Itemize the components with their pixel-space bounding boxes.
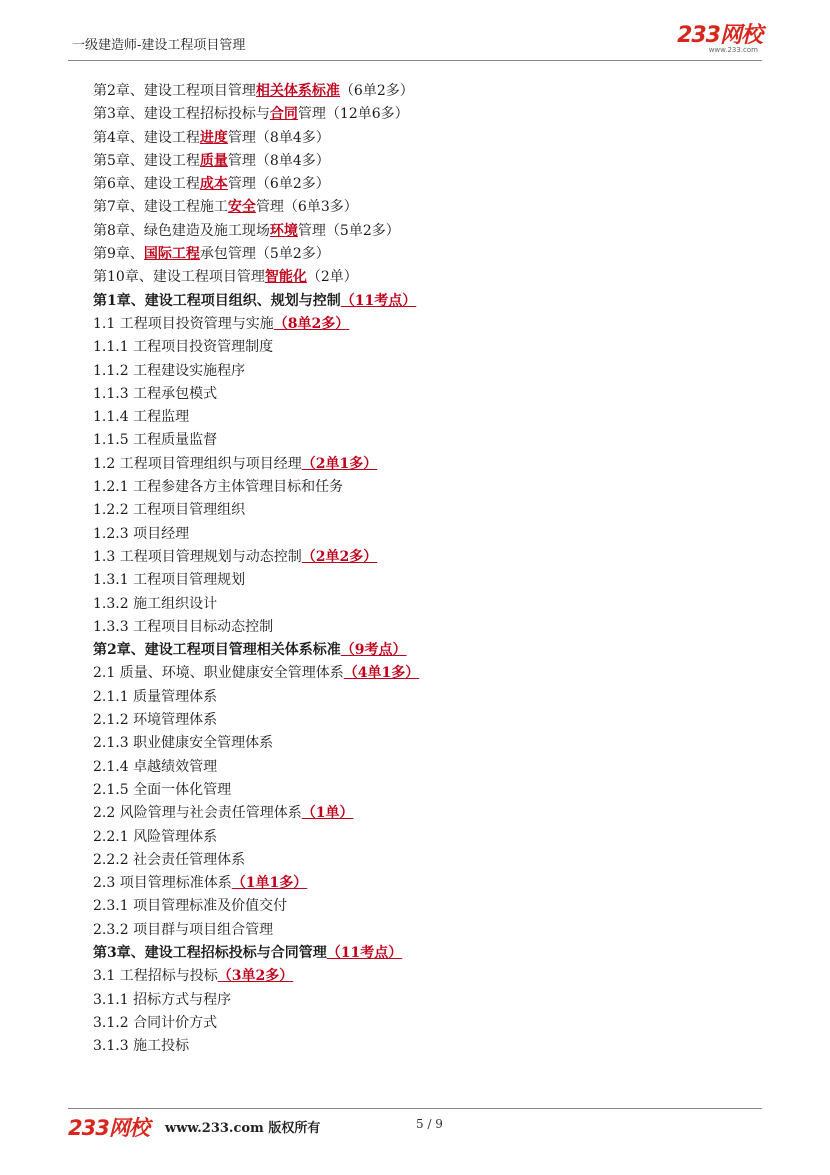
item-text: 1.1.5 工程质量监督 bbox=[93, 432, 218, 449]
chapter-heading bbox=[93, 639, 763, 662]
page-number: 5 / 9 bbox=[416, 1117, 443, 1131]
logo-url: www.233.com bbox=[708, 46, 758, 54]
item-text: 1.3.1 工程项目管理规划 bbox=[93, 572, 246, 589]
item-text: 1.1.1 工程项目投资管理制度 bbox=[93, 339, 274, 356]
item-text: 第7章、建设工程施工 bbox=[93, 199, 228, 216]
highlight-text: （9考点） bbox=[340, 642, 407, 659]
item-text: 2.2.2 社会责任管理体系 bbox=[93, 851, 246, 868]
highlight-text: 环境 bbox=[269, 222, 298, 239]
highlight-text: （2单2多） bbox=[301, 548, 378, 565]
outline-item bbox=[93, 686, 763, 709]
highlight-text: （8单2多） bbox=[273, 315, 350, 332]
item-text: 管理（8单4多） bbox=[227, 129, 330, 146]
outline-item bbox=[93, 453, 763, 476]
outline-item bbox=[93, 406, 763, 429]
item-text: 2.1.2 环境管理体系 bbox=[93, 712, 218, 729]
item-text: 2.2.1 风险管理体系 bbox=[93, 828, 218, 845]
item-text: 2.1 质量、环境、职业健康安全管理体系 bbox=[93, 665, 344, 682]
outline-item bbox=[93, 965, 763, 988]
item-text: 2.1.3 职业健康安全管理体系 bbox=[93, 735, 274, 752]
highlight-text: （3单2多） bbox=[217, 968, 294, 985]
item-text: 第3章、建设工程招标投标与 bbox=[93, 106, 270, 123]
footer-logo: 233网校 bbox=[68, 1116, 149, 1140]
outline-item bbox=[93, 336, 763, 359]
outline-item bbox=[93, 360, 763, 383]
brand-logo bbox=[652, 24, 762, 60]
highlight-text: 进度 bbox=[199, 129, 228, 146]
item-text: 第1章、建设工程项目组织、规划与控制 bbox=[93, 292, 341, 309]
item-text: 第2章、建设工程项目管理相关体系标准 bbox=[93, 642, 341, 659]
outline-item bbox=[93, 173, 763, 196]
item-text: 1.2.3 项目经理 bbox=[93, 525, 190, 542]
highlight-text: 成本 bbox=[199, 176, 228, 193]
highlight-text: （1单） bbox=[301, 805, 354, 822]
item-text: 管理（12单6多） bbox=[297, 106, 409, 123]
item-text: 第10章、建设工程项目管理 bbox=[93, 269, 265, 286]
footer-copyright: www.233.com 版权所有 bbox=[165, 1121, 321, 1136]
item-text: 第5章、建设工程 bbox=[93, 152, 200, 169]
item-text: 2.3.2 项目群与项目组合管理 bbox=[93, 921, 274, 938]
item-text: （6单2多） bbox=[339, 83, 414, 99]
outline-item bbox=[93, 709, 763, 732]
outline-item bbox=[93, 150, 763, 173]
outline-item bbox=[93, 872, 763, 895]
outline-item bbox=[93, 383, 763, 406]
item-text: 2.1.1 质量管理体系 bbox=[93, 688, 218, 705]
highlight-text: （1单1多） bbox=[231, 875, 308, 892]
outline-item bbox=[93, 849, 763, 872]
outline-item bbox=[93, 127, 763, 150]
highlight-text: 智能化 bbox=[264, 269, 307, 286]
outline-item bbox=[93, 266, 763, 289]
item-text: 第3章、建设工程招标投标与合同管理 bbox=[93, 944, 327, 961]
item-text: （2单） bbox=[306, 269, 358, 286]
outline-item bbox=[93, 662, 763, 685]
outline-item bbox=[93, 476, 763, 499]
item-text: 3.1.1 招标方式与程序 bbox=[93, 991, 232, 1008]
item-text: 管理（6单3多） bbox=[255, 199, 358, 216]
item-text: 第6章、建设工程 bbox=[93, 176, 200, 193]
item-text: 2.3 项目管理标准体系 bbox=[93, 875, 232, 892]
item-text: 1.3.3 工程项目目标动态控制 bbox=[93, 618, 274, 635]
outline-item bbox=[93, 616, 763, 639]
item-text: 1.1.4 工程监理 bbox=[93, 409, 190, 426]
item-text: 2.2 风险管理与社会责任管理体系 bbox=[93, 805, 302, 822]
outline-item bbox=[93, 826, 763, 849]
item-text: 2.1.5 全面一体化管理 bbox=[93, 781, 232, 798]
item-text: 1.2.2 工程项目管理组织 bbox=[93, 502, 246, 519]
item-text: 1.3.2 施工组织设计 bbox=[93, 595, 218, 612]
header-divider bbox=[68, 60, 762, 61]
item-text: 1.1.2 工程建设实施程序 bbox=[93, 362, 246, 379]
outline-content bbox=[93, 80, 763, 1058]
item-text: 1.2 工程项目管理组织与项目经理 bbox=[93, 455, 302, 472]
outline-item bbox=[93, 802, 763, 825]
highlight-text: （11考点） bbox=[326, 944, 403, 961]
outline-item bbox=[93, 429, 763, 452]
item-text: 1.1 工程项目投资管理与实施 bbox=[93, 315, 274, 332]
highlight-text: 合同 bbox=[269, 106, 298, 123]
outline-item bbox=[93, 1012, 763, 1035]
outline-item bbox=[93, 220, 763, 243]
outline-item bbox=[93, 989, 763, 1012]
item-text: 1.3 工程项目管理规划与动态控制 bbox=[93, 548, 302, 565]
item-text: 2.1.4 卓越绩效管理 bbox=[93, 758, 218, 775]
item-text: 承包管理（5单2多） bbox=[199, 246, 330, 263]
item-text: 第2章、建设工程项目管理 bbox=[93, 83, 256, 99]
item-text: 第8章、绿色建造及施工现场 bbox=[93, 222, 270, 239]
logo-text: 233网校 bbox=[677, 23, 762, 48]
outline-item bbox=[93, 779, 763, 802]
outline-item bbox=[93, 895, 763, 918]
highlight-text: （4单1多） bbox=[343, 665, 420, 682]
page-header bbox=[72, 23, 762, 60]
outline-item bbox=[93, 313, 763, 336]
item-text: 1.2.1 工程参建各方主体管理目标和任务 bbox=[93, 479, 344, 496]
item-text: 管理（8单4多） bbox=[227, 152, 330, 169]
item-text: 管理（6单2多） bbox=[227, 176, 330, 193]
outline-item bbox=[93, 919, 763, 942]
header-title: 一级建造师-建设工程项目管理 bbox=[72, 38, 246, 53]
highlight-text: 国际工程 bbox=[143, 246, 200, 263]
highlight-text: 质量 bbox=[199, 152, 228, 169]
outline-item bbox=[93, 569, 763, 592]
footer-divider bbox=[68, 1108, 762, 1109]
item-text: 1.1.3 工程承包模式 bbox=[93, 385, 218, 402]
outline-item bbox=[93, 593, 763, 616]
item-text: 第9章、 bbox=[93, 246, 144, 263]
outline-item bbox=[93, 196, 763, 219]
chapter-heading bbox=[93, 942, 763, 965]
outline-item bbox=[93, 756, 763, 779]
outline-item bbox=[93, 523, 763, 546]
outline-item bbox=[93, 732, 763, 755]
item-text: 管理（5单2多） bbox=[297, 222, 400, 239]
outline-item bbox=[93, 80, 763, 103]
chapter-heading bbox=[93, 290, 763, 313]
highlight-text: （11考点） bbox=[340, 292, 417, 309]
highlight-text: 相关体系标准 bbox=[255, 83, 340, 99]
item-text: 3.1.3 施工投标 bbox=[93, 1038, 190, 1055]
outline-item bbox=[93, 1035, 763, 1058]
page-footer bbox=[68, 1112, 762, 1142]
item-text: 3.1.2 合同计价方式 bbox=[93, 1014, 218, 1031]
item-text: 第4章、建设工程 bbox=[93, 129, 200, 146]
outline-item bbox=[93, 103, 763, 126]
item-text: 2.3.1 项目管理标准及价值交付 bbox=[93, 898, 288, 915]
outline-item bbox=[93, 546, 763, 569]
outline-item bbox=[93, 499, 763, 522]
item-text: 3.1 工程招标与投标 bbox=[93, 968, 218, 985]
outline-item bbox=[93, 243, 763, 266]
highlight-text: （2单1多） bbox=[301, 455, 378, 472]
highlight-text: 安全 bbox=[227, 199, 256, 216]
